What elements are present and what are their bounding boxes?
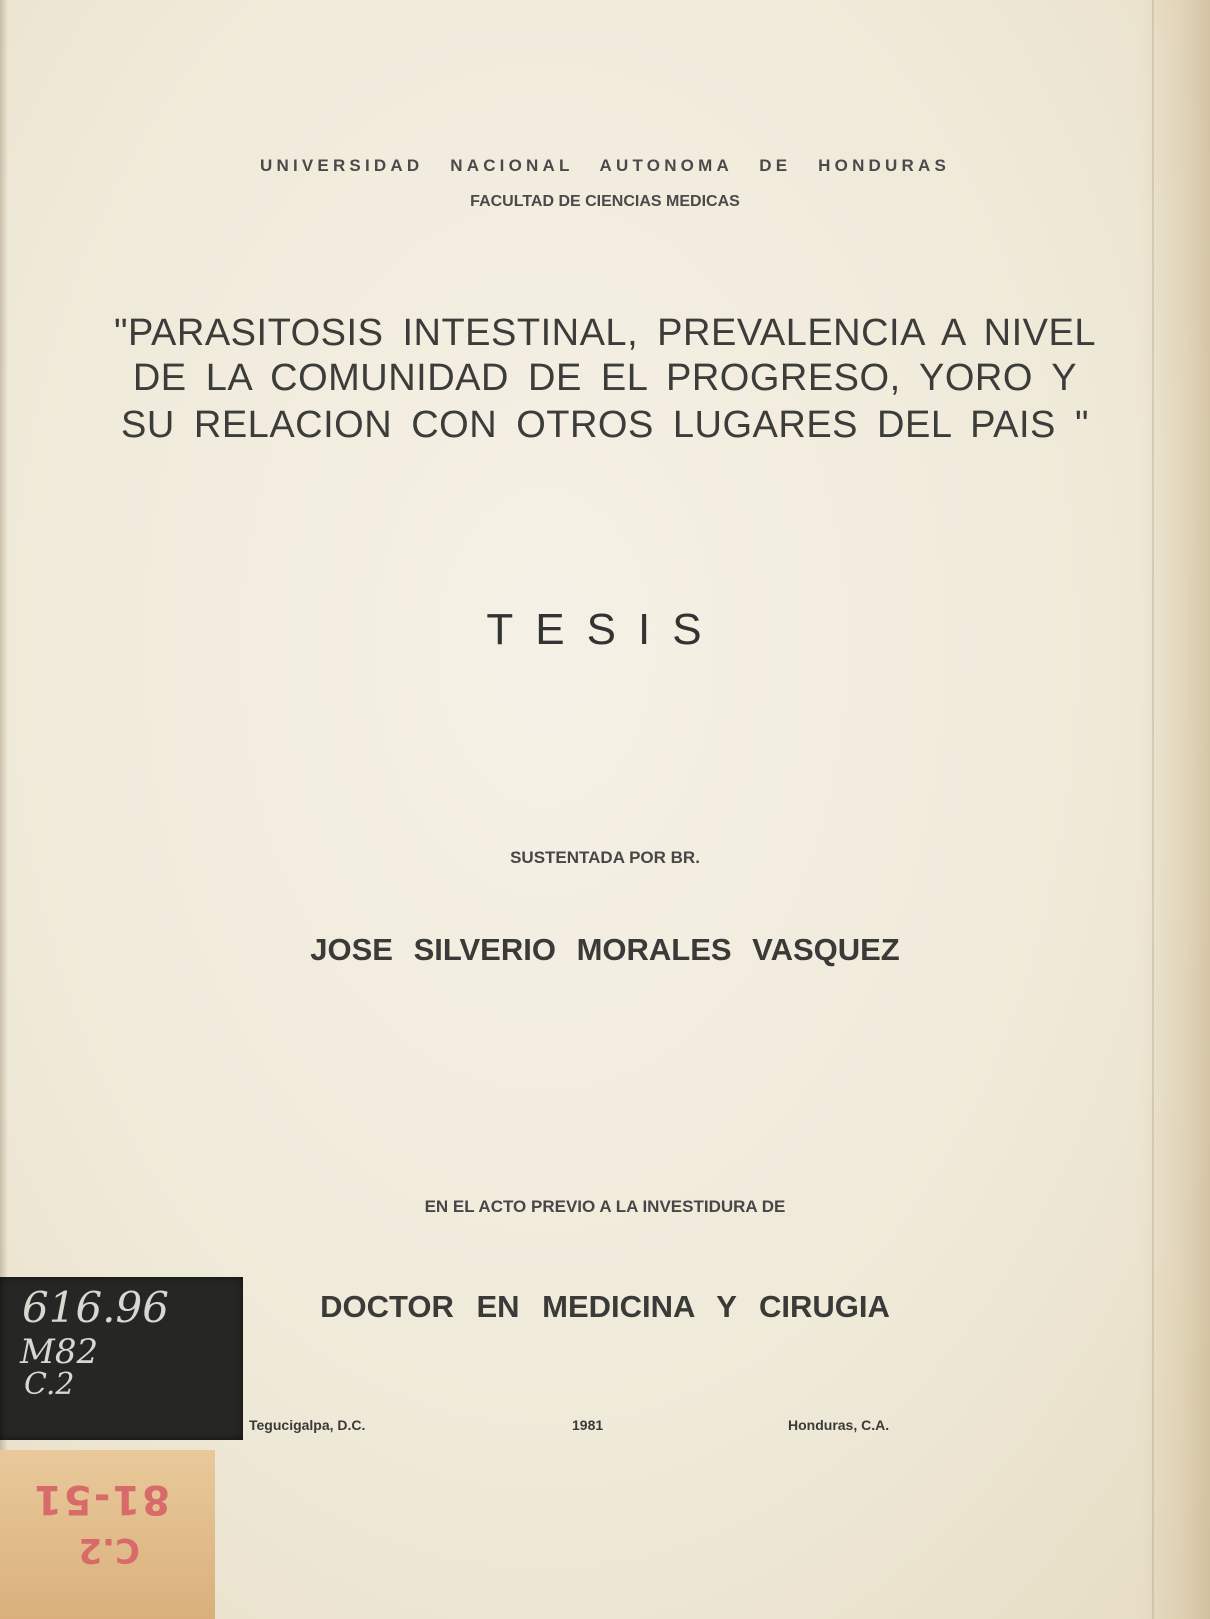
footer-country: Honduras, C.A. [788,1417,890,1433]
stamp-line-2: C.2 [78,1530,140,1570]
page-fold [1152,0,1154,1619]
thesis-title-line-1: "PARASITOSIS INTESTINAL, PREVALENCIA A NIVEL [114,312,1096,354]
library-call-number-label [0,1277,243,1440]
faculty-name: FACULTAD DE CIENCIAS MEDICAS [470,193,740,210]
call-number-line-2: M82 [20,1332,99,1372]
stamp-line-1: 81-51 [32,1476,170,1522]
call-number-line-3: C.2 [24,1367,75,1402]
degree-title: DOCTOR EN MEDICINA Y CIRUGIA [320,1289,890,1324]
thesis-title-line-2: DE LA COMUNIDAD DE EL PROGRESO, YORO Y [132,357,1078,399]
library-stamp [30,1470,170,1580]
document-type: TESIS [486,605,724,654]
university-name: UNIVERSIDAD NACIONAL AUTONOMA DE HONDURAS [260,156,950,175]
page-edge-stain [1140,0,1210,1619]
occasion-text: EN EL ACTO PREVIO A LA INVESTIDURA DE [424,1197,786,1216]
author-name: JOSE SILVERIO MORALES VASQUEZ [310,932,900,967]
presented-by-label: SUSTENTADA POR BR. [510,848,700,867]
footer-city: Tegucigalpa, D.C. [249,1417,366,1433]
footer-year: 1981 [572,1417,604,1433]
thesis-title-line-3: SU RELACION CON OTROS LUGARES DEL PAIS " [121,404,1089,446]
call-number-line-1: 616.96 [22,1283,169,1332]
